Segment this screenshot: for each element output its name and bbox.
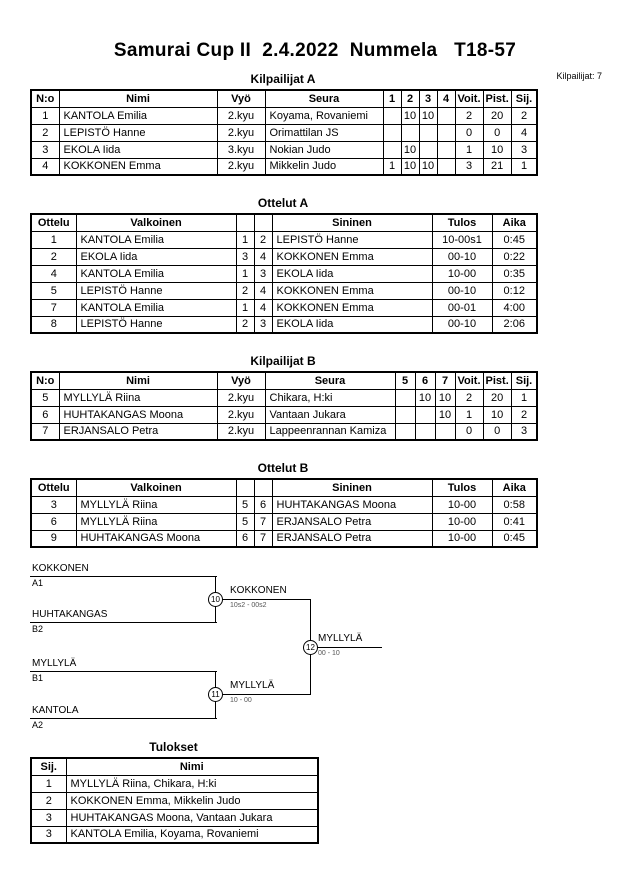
table-row — [31, 141, 537, 158]
cell-sininen: ERJANSALO Petra — [272, 530, 432, 547]
cell-ottelu: 5 — [31, 282, 76, 299]
cell-no: 6 — [31, 406, 59, 423]
ottelut-a-table — [30, 213, 538, 334]
cell-tulos: 10-00 — [432, 513, 492, 530]
cell-r6: 10 — [415, 389, 435, 406]
cell-sij: 4 — [511, 124, 537, 141]
cell-vyo: 2.kyu — [217, 423, 265, 440]
bracket-slot-sf1-bottom: HUHTAKANGAS — [30, 607, 217, 623]
bracket-winner-line — [215, 694, 310, 695]
bracket-slot-sf2-bottom: KANTOLA — [30, 703, 217, 719]
cell-sij: 3 — [511, 141, 537, 158]
cell-sij: 3 — [511, 423, 537, 440]
cell-sij: 3 — [31, 826, 66, 843]
table-row — [31, 299, 537, 316]
cell-aika: 0:41 — [492, 513, 537, 530]
cell-tulos: 00-10 — [432, 316, 492, 333]
table-row — [31, 792, 318, 809]
header-no: N:o — [31, 372, 59, 389]
cell-white-no: 2 — [236, 282, 254, 299]
bracket-slot-sf2-top: MYLLYLÄ — [30, 656, 217, 672]
cell-r4 — [437, 158, 455, 175]
cell-seura: Koyama, Rovaniemi — [265, 107, 383, 124]
bracket-winner-line — [310, 647, 382, 648]
cell-pist: 10 — [483, 406, 511, 423]
table-row — [31, 826, 318, 843]
cell-sij: 1 — [31, 775, 66, 792]
header-pist: Pist. — [483, 372, 511, 389]
header-seura: Seura — [265, 90, 383, 107]
cell-valkoinen: MYLLYLÄ Riina — [76, 513, 236, 530]
cell-white-no: 2 — [236, 316, 254, 333]
header-round-7: 7 — [435, 372, 455, 389]
cell-no: 7 — [31, 423, 59, 440]
cell-ottelu: 9 — [31, 530, 76, 547]
cell-sij: 3 — [31, 809, 66, 826]
cell-pist: 20 — [483, 389, 511, 406]
cell-r7: 10 — [435, 389, 455, 406]
sf2-winner-name: MYLLYLÄ — [230, 680, 275, 691]
cell-aika: 0:45 — [492, 530, 537, 547]
table-row — [31, 423, 537, 440]
section-heading-tulokset: Tulokset — [149, 740, 198, 754]
bracket-slot-sf1-top: KOKKONEN — [30, 561, 217, 577]
cell-nimi: LEPISTÖ Hanne — [59, 124, 217, 141]
ottelut-b-table — [30, 478, 538, 548]
cell-blue-no: 4 — [254, 248, 272, 265]
cell-vyo: 2.kyu — [217, 124, 265, 141]
header-row — [31, 372, 537, 389]
header-row — [31, 758, 318, 775]
cell-white-no: 5 — [236, 496, 254, 513]
header-tulos: Tulos — [432, 479, 492, 496]
cell-voit: 1 — [455, 141, 483, 158]
cell-nimi: MYLLYLÄ Riina, Chikara, H:ki — [66, 775, 318, 792]
sf1-winner-name: KOKKONEN — [230, 585, 287, 596]
table-row — [31, 775, 318, 792]
cell-sininen: KOKKONEN Emma — [272, 248, 432, 265]
final-score: 00 - 10 — [318, 650, 340, 657]
cell-valkoinen: KANTOLA Emilia — [76, 231, 236, 248]
cell-white-no: 3 — [236, 248, 254, 265]
cell-r3 — [419, 141, 437, 158]
cell-pist: 10 — [483, 141, 511, 158]
header-voit: Voit. — [455, 90, 483, 107]
cell-voit: 2 — [455, 389, 483, 406]
cell-tulos: 00-10 — [432, 282, 492, 299]
header-row — [31, 214, 537, 231]
cell-sininen: KOKKONEN Emma — [272, 282, 432, 299]
table-row — [31, 248, 537, 265]
cell-sininen: LEPISTÖ Hanne — [272, 231, 432, 248]
cell-r4 — [437, 124, 455, 141]
cell-valkoinen: EKOLA Iida — [76, 248, 236, 265]
cell-blue-no: 3 — [254, 265, 272, 282]
header-round-5: 5 — [395, 372, 415, 389]
section-heading-ottelut-b: Ottelut B — [257, 461, 309, 475]
cell-blue-no: 7 — [254, 530, 272, 547]
cell-r3: 10 — [419, 158, 437, 175]
cell-blue-no: 7 — [254, 513, 272, 530]
table-row — [31, 530, 537, 547]
cell-sij: 2 — [511, 406, 537, 423]
cell-valkoinen: LEPISTÖ Hanne — [76, 282, 236, 299]
page-title: Samurai Cup II 2.4.2022 Nummela T18-57 — [113, 40, 517, 61]
header-round-1: 1 — [383, 90, 401, 107]
cell-sininen: ERJANSALO Petra — [272, 513, 432, 530]
cell-valkoinen: KANTOLA Emilia — [76, 265, 236, 282]
cell-nimi: HUHTAKANGAS Moona — [59, 406, 217, 423]
cell-aika: 4:00 — [492, 299, 537, 316]
cell-pist: 0 — [483, 124, 511, 141]
cell-blue-no: 6 — [254, 496, 272, 513]
cell-seura: Nokian Judo — [265, 141, 383, 158]
cell-white-no: 5 — [236, 513, 254, 530]
header-pist: Pist. — [483, 90, 511, 107]
cell-aika: 0:35 — [492, 265, 537, 282]
cell-sij: 2 — [511, 107, 537, 124]
bracket-seed-a2: A2 — [32, 720, 44, 730]
header-sininen: Sininen — [272, 479, 432, 496]
table-row — [31, 124, 537, 141]
header-tulos: Tulos — [432, 214, 492, 231]
cell-voit: 0 — [455, 124, 483, 141]
cell-seura: Mikkelin Judo — [265, 158, 383, 175]
final-winner-name: MYLLYLÄ — [318, 633, 363, 644]
cell-tulos: 00-10 — [432, 248, 492, 265]
bracket-seed-a1: A1 — [32, 578, 44, 588]
bracket-winner-line — [215, 599, 310, 600]
header-aika: Aika — [492, 214, 537, 231]
cell-sij: 2 — [31, 792, 66, 809]
cell-seura: Vantaan Jukara — [265, 406, 395, 423]
header-round-6: 6 — [415, 372, 435, 389]
cell-r1 — [383, 141, 401, 158]
cell-seura: Chikara, H:ki — [265, 389, 395, 406]
cell-aika: 0:12 — [492, 282, 537, 299]
header-blue-no — [254, 214, 272, 231]
cell-ottelu: 8 — [31, 316, 76, 333]
cell-nimi: KOKKONEN Emma, Mikkelin Judo — [66, 792, 318, 809]
cell-valkoinen: MYLLYLÄ Riina — [76, 496, 236, 513]
cell-vyo: 2.kyu — [217, 389, 265, 406]
header-sininen: Sininen — [272, 214, 432, 231]
cell-pist: 21 — [483, 158, 511, 175]
cell-no: 5 — [31, 389, 59, 406]
table-row — [31, 496, 537, 513]
header-valkoinen: Valkoinen — [76, 479, 236, 496]
cell-vyo: 2.kyu — [217, 158, 265, 175]
table-row — [31, 282, 537, 299]
cell-white-no: 1 — [236, 231, 254, 248]
cell-r2 — [401, 124, 419, 141]
cell-white-no: 6 — [236, 530, 254, 547]
cell-pist: 20 — [483, 107, 511, 124]
cell-no: 1 — [31, 107, 59, 124]
table-row — [31, 389, 537, 406]
cell-r6 — [415, 423, 435, 440]
cell-r2: 10 — [401, 141, 419, 158]
cell-r2: 10 — [401, 107, 419, 124]
cell-blue-no: 4 — [254, 282, 272, 299]
cell-blue-no: 4 — [254, 299, 272, 316]
header-no: N:o — [31, 90, 59, 107]
cell-r3 — [419, 124, 437, 141]
header-valkoinen: Valkoinen — [76, 214, 236, 231]
header-vyo: Vyö — [217, 372, 265, 389]
cell-nimi: KANTOLA Emilia — [59, 107, 217, 124]
finals-bracket — [30, 560, 600, 736]
cell-tulos: 10-00 — [432, 530, 492, 547]
header-white-no — [236, 214, 254, 231]
cell-nimi: MYLLYLÄ Riina — [59, 389, 217, 406]
cell-r7 — [435, 423, 455, 440]
sf2-score: 10 - 00 — [230, 697, 252, 704]
cell-r5 — [395, 406, 415, 423]
cell-r1 — [383, 107, 401, 124]
cell-nimi: KOKKONEN Emma — [59, 158, 217, 175]
cell-nimi: EKOLA Iida — [59, 141, 217, 158]
header-round-3: 3 — [419, 90, 437, 107]
sf1-score: 10s2 - 00s2 — [230, 602, 267, 609]
header-vyo: Vyö — [217, 90, 265, 107]
section-heading-kilpailijat-a: Kilpailijat A — [250, 72, 316, 86]
match-number-badge: 12 — [303, 640, 318, 655]
cell-ottelu: 3 — [31, 496, 76, 513]
cell-ottelu: 4 — [31, 265, 76, 282]
cell-voit: 2 — [455, 107, 483, 124]
cell-ottelu: 7 — [31, 299, 76, 316]
cell-nimi: ERJANSALO Petra — [59, 423, 217, 440]
cell-blue-no: 3 — [254, 316, 272, 333]
cell-voit: 1 — [455, 406, 483, 423]
cell-r3: 10 — [419, 107, 437, 124]
cell-voit: 3 — [455, 158, 483, 175]
header-nimi: Nimi — [66, 758, 318, 775]
cell-r4 — [437, 107, 455, 124]
match-number-badge: 11 — [208, 687, 223, 702]
cell-no: 4 — [31, 158, 59, 175]
cell-r5 — [395, 389, 415, 406]
section-heading-kilpailijat-b: Kilpailijat B — [250, 354, 316, 368]
cell-tulos: 10-00 — [432, 265, 492, 282]
cell-valkoinen: HUHTAKANGAS Moona — [76, 530, 236, 547]
cell-vyo: 3.kyu — [217, 141, 265, 158]
cell-seura: Orimattilan JS — [265, 124, 383, 141]
cell-sij: 1 — [511, 389, 537, 406]
tulokset-table — [30, 757, 319, 844]
cell-white-no: 1 — [236, 265, 254, 282]
cell-sininen: HUHTAKANGAS Moona — [272, 496, 432, 513]
cell-r4 — [437, 141, 455, 158]
cell-sininen: KOKKONEN Emma — [272, 299, 432, 316]
competitors-count: Kilpailijat: 7 — [556, 71, 602, 81]
cell-no: 2 — [31, 124, 59, 141]
match-number-badge: 10 — [208, 592, 223, 607]
cell-seura: Lappeenrannan Kamiza — [265, 423, 395, 440]
cell-no: 3 — [31, 141, 59, 158]
header-aika: Aika — [492, 479, 537, 496]
cell-r6 — [415, 406, 435, 423]
header-sij: Sij. — [511, 90, 537, 107]
cell-pist: 0 — [483, 423, 511, 440]
cell-white-no: 1 — [236, 299, 254, 316]
kilpailijat-a-table — [30, 89, 538, 176]
header-ottelu: Ottelu — [31, 479, 76, 496]
header-sij: Sij. — [511, 372, 537, 389]
cell-ottelu: 2 — [31, 248, 76, 265]
table-row — [31, 158, 537, 175]
header-voit: Voit. — [455, 372, 483, 389]
cell-aika: 2:06 — [492, 316, 537, 333]
cell-voit: 0 — [455, 423, 483, 440]
cell-r1 — [383, 124, 401, 141]
table-row — [31, 107, 537, 124]
cell-sininen: EKOLA Iida — [272, 265, 432, 282]
header-nimi: Nimi — [59, 372, 217, 389]
cell-blue-no: 2 — [254, 231, 272, 248]
cell-tulos: 10-00 — [432, 496, 492, 513]
cell-nimi: KANTOLA Emilia, Koyama, Rovaniemi — [66, 826, 318, 843]
cell-vyo: 2.kyu — [217, 107, 265, 124]
cell-tulos: 10-00s1 — [432, 231, 492, 248]
cell-aika: 0:58 — [492, 496, 537, 513]
cell-sininen: EKOLA Iida — [272, 316, 432, 333]
table-row — [31, 231, 537, 248]
header-sij: Sij. — [31, 758, 66, 775]
cell-aika: 0:45 — [492, 231, 537, 248]
header-blue-no — [254, 479, 272, 496]
cell-nimi: HUHTAKANGAS Moona, Vantaan Jukara — [66, 809, 318, 826]
cell-ottelu: 6 — [31, 513, 76, 530]
table-row — [31, 809, 318, 826]
cell-valkoinen: KANTOLA Emilia — [76, 299, 236, 316]
cell-r2: 10 — [401, 158, 419, 175]
header-ottelu: Ottelu — [31, 214, 76, 231]
cell-tulos: 00-01 — [432, 299, 492, 316]
table-row — [31, 406, 537, 423]
bracket-seed-b1: B1 — [32, 673, 44, 683]
cell-vyo: 2.kyu — [217, 406, 265, 423]
cell-r7: 10 — [435, 406, 455, 423]
cell-aika: 0:22 — [492, 248, 537, 265]
cell-r5 — [395, 423, 415, 440]
kilpailijat-b-table — [30, 371, 538, 441]
table-row — [31, 513, 537, 530]
header-row — [31, 90, 537, 107]
header-row — [31, 479, 537, 496]
header-round-2: 2 — [401, 90, 419, 107]
cell-ottelu: 1 — [31, 231, 76, 248]
section-heading-ottelut-a: Ottelut A — [257, 196, 309, 210]
cell-r1: 1 — [383, 158, 401, 175]
header-round-4: 4 — [437, 90, 455, 107]
cell-sij: 1 — [511, 158, 537, 175]
bracket-seed-b2: B2 — [32, 624, 44, 634]
table-row — [31, 265, 537, 282]
header-white-no — [236, 479, 254, 496]
table-row — [31, 316, 537, 333]
cell-valkoinen: LEPISTÖ Hanne — [76, 316, 236, 333]
header-nimi: Nimi — [59, 90, 217, 107]
header-seura: Seura — [265, 372, 395, 389]
